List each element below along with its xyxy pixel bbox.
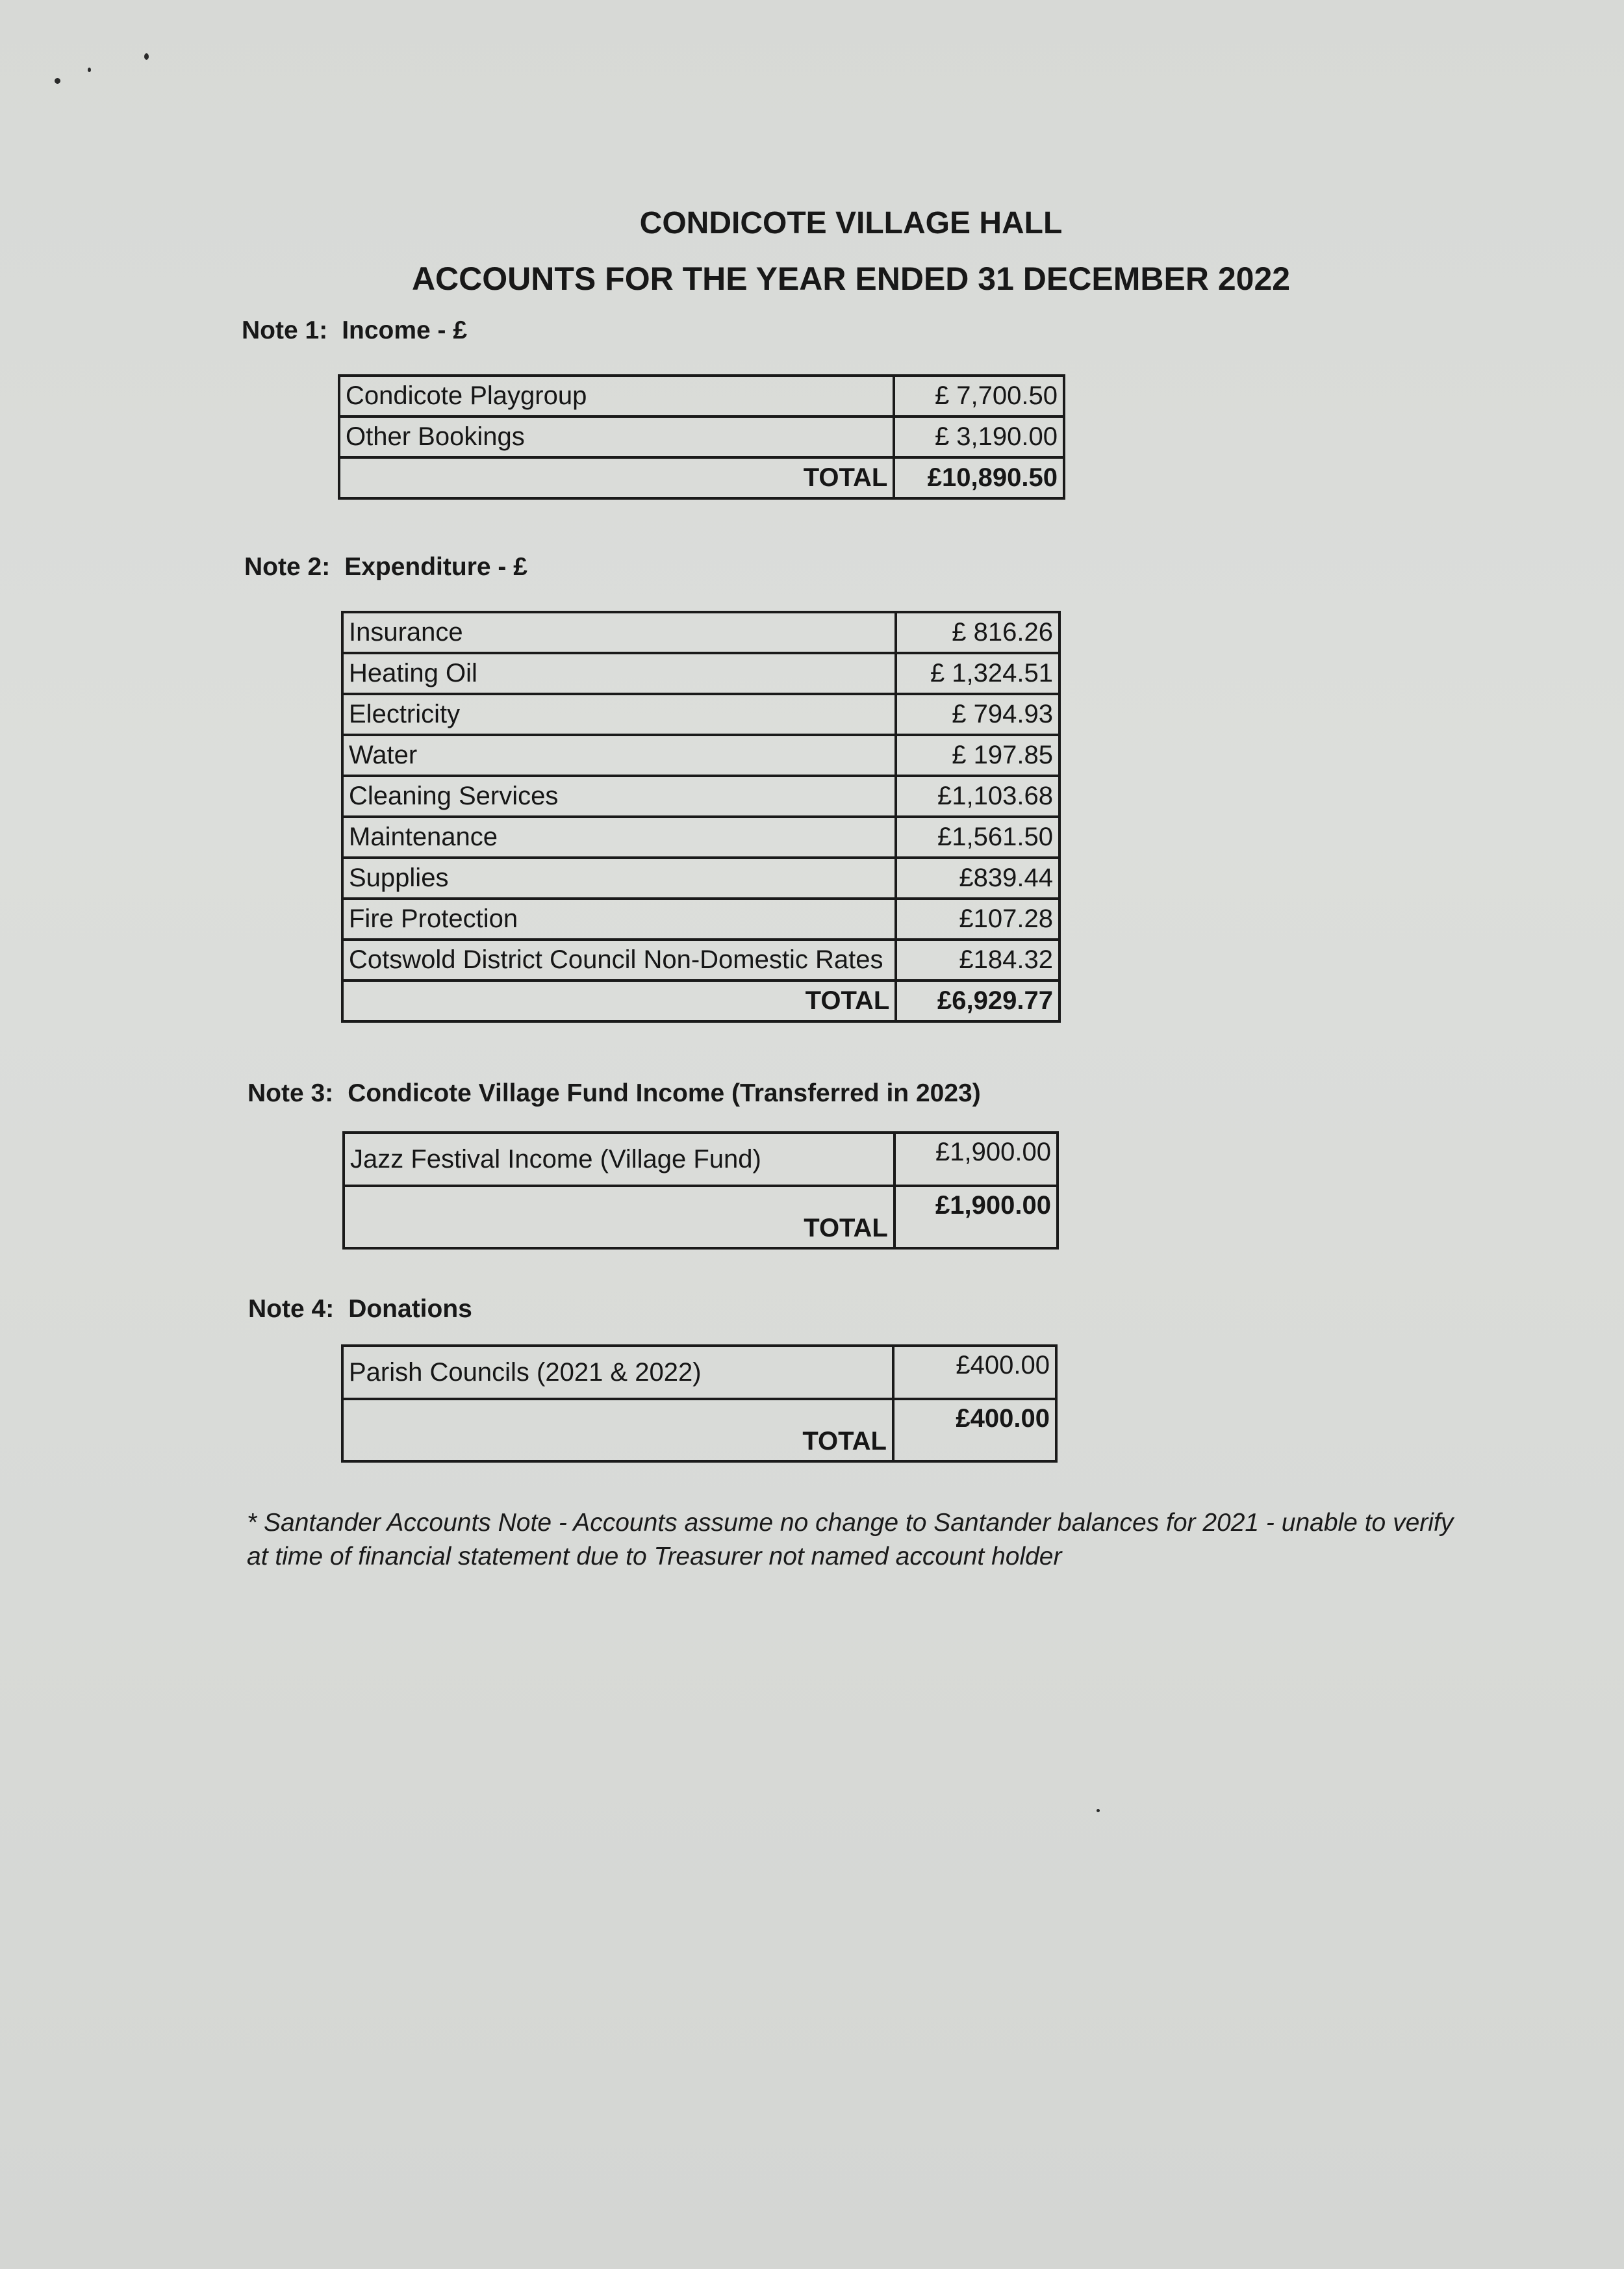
table-row [342, 776, 1059, 817]
table-row [339, 417, 1064, 457]
total-row [342, 981, 1059, 1021]
row-label: Fire Protection [342, 899, 896, 940]
row-label: Insurance [342, 612, 896, 653]
row-label: Jazz Festival Income (Village Fund) [344, 1133, 894, 1186]
note-number: Note 4: [248, 1295, 335, 1323]
village-fund-table [342, 1131, 1059, 1250]
table-row [342, 899, 1059, 940]
table-row [342, 653, 1059, 694]
paper-speck [55, 78, 60, 84]
row-label: Parish Councils (2021 & 2022) [342, 1346, 893, 1399]
note-2-heading [244, 553, 527, 582]
table-row [342, 735, 1059, 776]
note-number: Note 2: [244, 553, 331, 581]
row-amount: £1,900.00 [894, 1133, 1058, 1186]
row-label: Electricity [342, 694, 896, 735]
table-row [344, 1133, 1058, 1186]
paper-speck [1097, 1809, 1100, 1812]
document-subtitle: ACCOUNTS FOR THE YEAR ENDED 31 DECEMBER 2022 [411, 261, 1291, 297]
row-amount: £107.28 [896, 899, 1059, 940]
row-amount: £ 197.85 [896, 735, 1059, 776]
row-amount: £ 3,190.00 [894, 417, 1064, 457]
total-amount: £10,890.50 [894, 457, 1064, 498]
table-row [342, 940, 1059, 981]
table-row [342, 817, 1059, 858]
note-title: Condicote Village Fund Income (Transferred in 2023) [348, 1079, 981, 1107]
expenditure-table [341, 611, 1061, 1023]
note-4-heading [248, 1295, 472, 1324]
row-label: Cotswold District Council Non-Domestic Rates [342, 940, 896, 981]
table-row [342, 612, 1059, 653]
row-amount: £400.00 [893, 1346, 1056, 1399]
row-label: Heating Oil [342, 653, 896, 694]
total-amount: £6,929.77 [896, 981, 1059, 1021]
row-label: Maintenance [342, 817, 896, 858]
table-row [342, 694, 1059, 735]
row-amount: £1,103.68 [896, 776, 1059, 817]
total-amount: £1,900.00 [894, 1186, 1058, 1248]
document-title: CONDICOTE VILLAGE HALL [639, 206, 1063, 240]
row-label: Other Bookings [339, 417, 894, 457]
row-label: Condicote Playgroup [339, 376, 894, 417]
note-number: Note 3: [247, 1079, 334, 1107]
total-label: TOTAL [339, 457, 894, 498]
income-table [338, 374, 1065, 500]
row-amount: £ 1,324.51 [896, 653, 1059, 694]
row-amount: £ 7,700.50 [894, 376, 1064, 417]
donations-table [341, 1344, 1058, 1463]
total-row [344, 1186, 1058, 1248]
total-amount: £400.00 [893, 1399, 1056, 1461]
row-amount: £839.44 [896, 858, 1059, 899]
row-amount: £ 816.26 [896, 612, 1059, 653]
total-label: TOTAL [342, 1399, 893, 1461]
table-row [342, 1346, 1056, 1399]
row-amount: £ 794.93 [896, 694, 1059, 735]
note-number: Note 1: [242, 316, 328, 344]
note-3-heading [247, 1079, 981, 1108]
paper-speck [88, 68, 91, 72]
note-1-heading [242, 316, 467, 345]
total-row [342, 1399, 1056, 1461]
note-title: Donations [348, 1295, 472, 1323]
table-row [339, 376, 1064, 417]
row-amount: £184.32 [896, 940, 1059, 981]
total-row [339, 457, 1064, 498]
note-title: Expenditure - £ [344, 553, 527, 581]
note-title: Income - £ [342, 316, 468, 344]
paper-speck [144, 53, 149, 60]
row-amount: £1,561.50 [896, 817, 1059, 858]
total-label: TOTAL [342, 981, 896, 1021]
row-label: Cleaning Services [342, 776, 896, 817]
row-label: Supplies [342, 858, 896, 899]
table-row [342, 858, 1059, 899]
row-label: Water [342, 735, 896, 776]
total-label: TOTAL [344, 1186, 894, 1248]
santander-footnote: * Santander Accounts Note - Accounts assume no change to Santander balances for 2021 - unable to verify at time of financial statement due to Treasurer not named account holder [247, 1509, 1454, 1570]
